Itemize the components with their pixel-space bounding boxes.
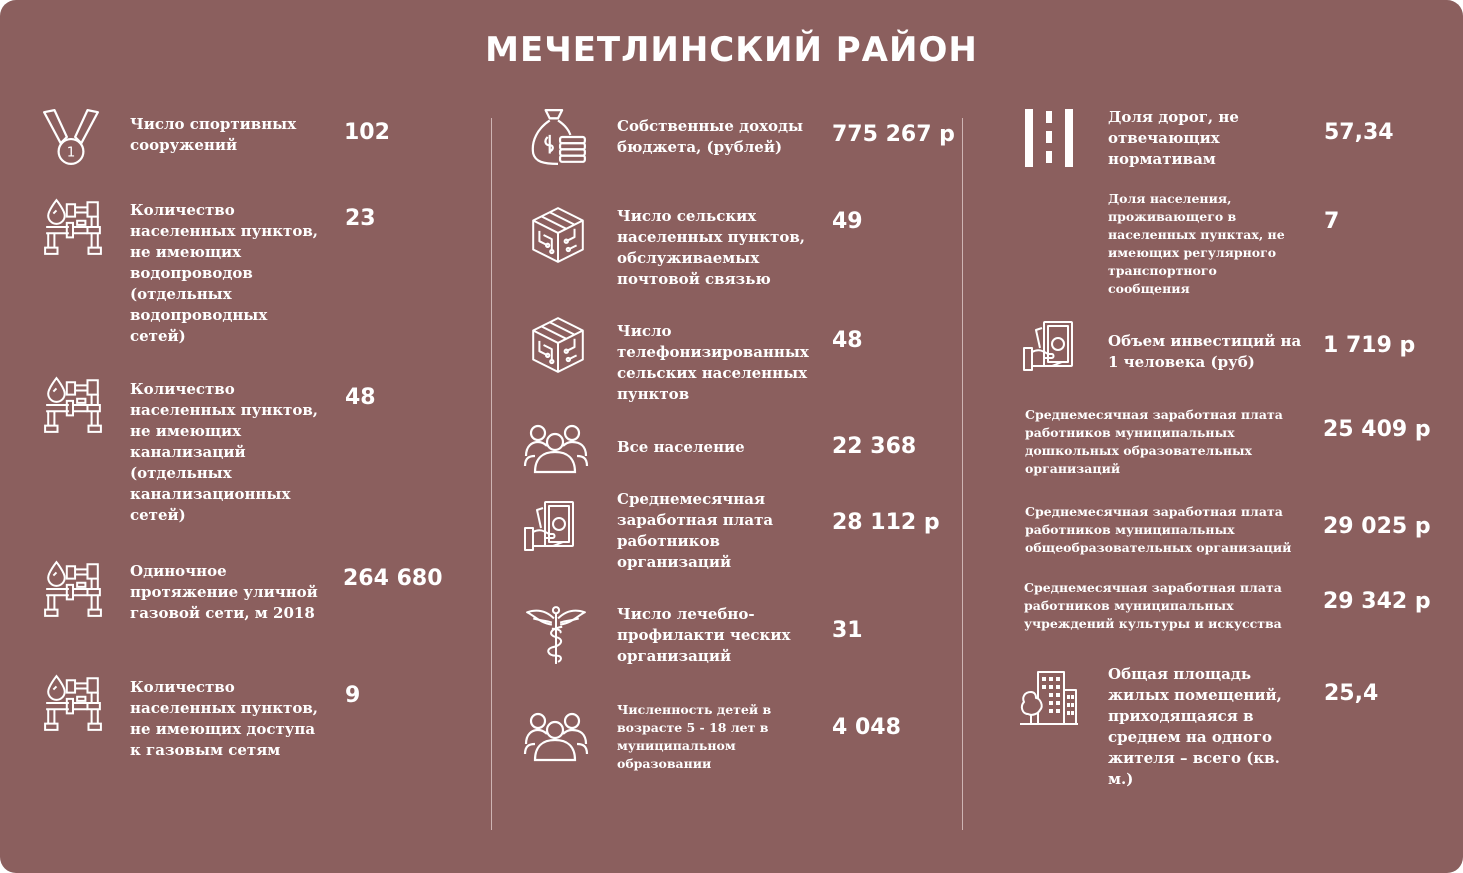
column-divider-left — [491, 118, 492, 830]
circuit-cube-icon — [527, 204, 589, 266]
stat-label: Число телефонизированных сельских населенных пунктов — [617, 322, 809, 403]
stat-value: 57,34 — [1324, 120, 1394, 145]
stat-label: Количество населенных пунктов, не имеющих канализаций (отдельных канализационных сетей) — [130, 380, 318, 524]
stat-label: Среднемесячная заработная плата работников муниципальных общеобразовательных организаций — [1025, 504, 1292, 555]
stat-label: Объем инвестиций на 1 человека (руб) — [1108, 332, 1302, 371]
stat-value: 4 048 — [832, 715, 901, 740]
stat-value: 102 — [344, 120, 390, 145]
stat-label: Собственные доходы бюджета, (рублей) — [617, 117, 804, 156]
stat-value: 264 680 — [343, 566, 443, 591]
stat-value: 7 — [1324, 209, 1340, 234]
stat-label: Одиночное протяжение уличной газовой сети, м 2018 — [130, 562, 318, 622]
stat-value: 29 025 р — [1323, 514, 1431, 539]
cash-hand-icon — [1022, 318, 1078, 374]
caduceus-icon — [525, 604, 587, 666]
medal-icon — [40, 106, 102, 168]
money-bag-icon — [527, 106, 589, 168]
pipes-icon — [42, 558, 104, 620]
stat-value: 49 — [832, 209, 863, 234]
stat-value: 28 112 р — [832, 510, 940, 535]
cash-hand-icon — [523, 498, 579, 554]
stat-label: Доля населения, проживающего в населенных пунктах, не имеющих регулярного транспортного сообщения — [1108, 191, 1285, 296]
stat-value: 1 719 р — [1323, 333, 1416, 358]
stat-label: Среднемесячная заработная плата работников организаций — [617, 490, 774, 571]
svg-text:1: 1 — [66, 145, 76, 161]
pipes-icon — [42, 196, 104, 258]
page-title: МЕЧЕТЛИНСКИЙ РАЙОН — [485, 30, 978, 70]
stat-label: Среднемесячная заработная плата работников муниципальных дошкольных образовательных организаций — [1025, 407, 1283, 476]
stat-label: Количество населенных пунктов, не имеющих доступа к газовым сетям — [130, 678, 318, 759]
people-group-icon — [523, 708, 589, 764]
stat-label: Число спортивных сооружений — [130, 115, 297, 154]
stat-value: 25 409 р — [1323, 417, 1431, 442]
stat-value: 22 368 — [832, 434, 917, 459]
stat-label: Число сельских населенных пунктов, обслуживаемых почтовой связью — [617, 207, 805, 288]
stat-value: 48 — [345, 385, 376, 410]
stat-value: 23 — [345, 206, 376, 231]
pipes-icon — [42, 672, 104, 734]
circuit-cube-icon — [527, 314, 589, 376]
stat-value: 31 — [832, 618, 863, 643]
building-tree-icon — [1018, 668, 1080, 728]
people-group-icon — [523, 420, 589, 476]
stat-value: 775 267 р — [832, 122, 955, 147]
pipes-icon — [42, 374, 104, 436]
stat-value: 29 342 р — [1323, 589, 1431, 614]
stat-label: Численность детей в возрасте 5 - 18 лет в муниципальном образовании — [617, 702, 772, 771]
stat-value: 25,4 — [1324, 681, 1379, 706]
column-divider-right — [962, 118, 963, 830]
stat-label: Все население — [617, 438, 745, 456]
stat-value: 48 — [832, 328, 863, 353]
stat-label: Число лечебно-профилакти ческих организаций — [617, 605, 791, 665]
stat-label: Количество населенных пунктов, не имеющих водопроводов (отдельных водопроводных сетей) — [130, 201, 318, 345]
stat-label: Общая площадь жилых помещений, приходящаяся в среднем на одного жителя – всего (кв. м.) — [1108, 665, 1282, 788]
stat-label: Среднемесячная заработная плата работников муниципальных учреждений культуры и искусства — [1024, 580, 1282, 631]
stat-label: Доля дорог, не отвечающих нормативам — [1108, 108, 1239, 168]
road-icon — [1022, 106, 1078, 168]
stat-value: 9 — [345, 683, 361, 708]
